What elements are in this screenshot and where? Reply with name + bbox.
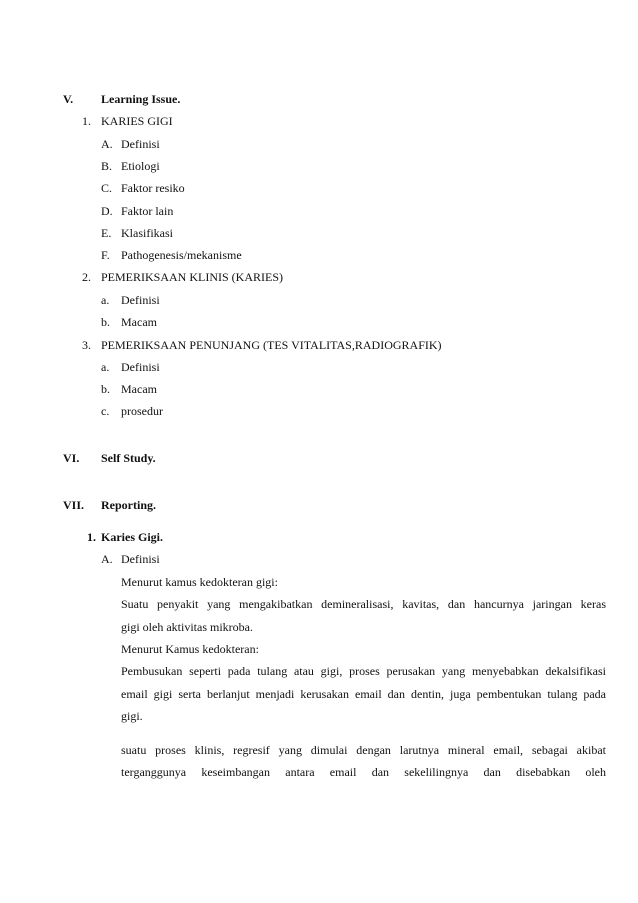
- section-vi-numeral: VI.: [63, 451, 80, 465]
- sub-item-letter: b.: [101, 315, 110, 329]
- sub-item-text: Etiologi: [121, 159, 160, 173]
- sub-item-text: Definisi: [121, 293, 160, 307]
- sub-item-letter: B.: [101, 159, 113, 173]
- sub-item-letter: A.: [101, 137, 113, 151]
- paragraph-line: Suatu penyakit yang mengakibatkan demineralisasi, kavitas, dan hancurnya jaringan keras: [121, 597, 606, 611]
- sub-item-letter: C.: [101, 181, 113, 195]
- paragraph-line: gigi oleh aktivitas mikroba.: [121, 620, 253, 634]
- list-item-label: KARIES GIGI: [101, 114, 173, 128]
- paragraph-line: suatu proses klinis, regresif yang dimulai dengan larutnya mineral email, sebagai akibat: [121, 743, 606, 757]
- list-item-number: 3.: [82, 338, 91, 352]
- sub-item-letter: D.: [101, 204, 113, 218]
- list-item-number: 1.: [82, 114, 91, 128]
- section-v-numeral: V.: [63, 92, 74, 106]
- paragraph-line: terganggunya keseimbangan antara email dan sekelilingnya dan disebabkan oleh: [121, 765, 606, 779]
- report-item-label: Karies Gigi.: [101, 530, 163, 544]
- paragraph-line: gigi.: [121, 709, 143, 723]
- sub-item-text: Klasifikasi: [121, 226, 173, 240]
- paragraph-line: Menurut kamus kedokteran gigi:: [121, 575, 278, 589]
- sub-item-letter: a.: [101, 293, 110, 307]
- paragraph-line: email gigi serta berlanjut menjadi kerusakan email dan dentin, juga pembentukan tulang pada: [121, 687, 606, 701]
- sub-item-text: Faktor resiko: [121, 181, 185, 195]
- sub-item-text: Macam: [121, 315, 157, 329]
- list-item-number: 2.: [82, 270, 91, 284]
- report-item-number: 1.: [87, 530, 96, 544]
- sub-item-text: Definisi: [121, 360, 160, 374]
- sub-item-letter: F.: [101, 248, 110, 262]
- section-vi-title: Self Study.: [101, 451, 156, 465]
- sub-item-text: Pathogenesis/mekanisme: [121, 248, 242, 262]
- section-v-title: Learning Issue.: [101, 92, 181, 106]
- report-sub-text: Definisi: [121, 552, 160, 566]
- section-vii-title: Reporting.: [101, 498, 156, 512]
- sub-item-text: Definisi: [121, 137, 160, 151]
- sub-item-text: Faktor lain: [121, 204, 174, 218]
- list-item-label: PEMERIKSAAN PENUNJANG (TES VITALITAS,RADIOGRAFIK): [101, 338, 442, 352]
- section-vii-numeral: VII.: [63, 498, 85, 512]
- paragraph-line: Menurut Kamus kedokteran:: [121, 642, 259, 656]
- sub-item-letter: c.: [101, 404, 110, 418]
- sub-item-letter: a.: [101, 360, 110, 374]
- list-item-label: PEMERIKSAAN KLINIS (KARIES): [101, 270, 283, 284]
- sub-item-text: Macam: [121, 382, 157, 396]
- report-sub-letter: A.: [101, 552, 113, 566]
- sub-item-text: prosedur: [121, 404, 163, 418]
- sub-item-letter: b.: [101, 382, 110, 396]
- paragraph-line: Pembusukan seperti pada tulang atau gigi, proses perusakan yang menyebabkan dekalsifikasi: [121, 664, 606, 678]
- sub-item-letter: E.: [101, 226, 112, 240]
